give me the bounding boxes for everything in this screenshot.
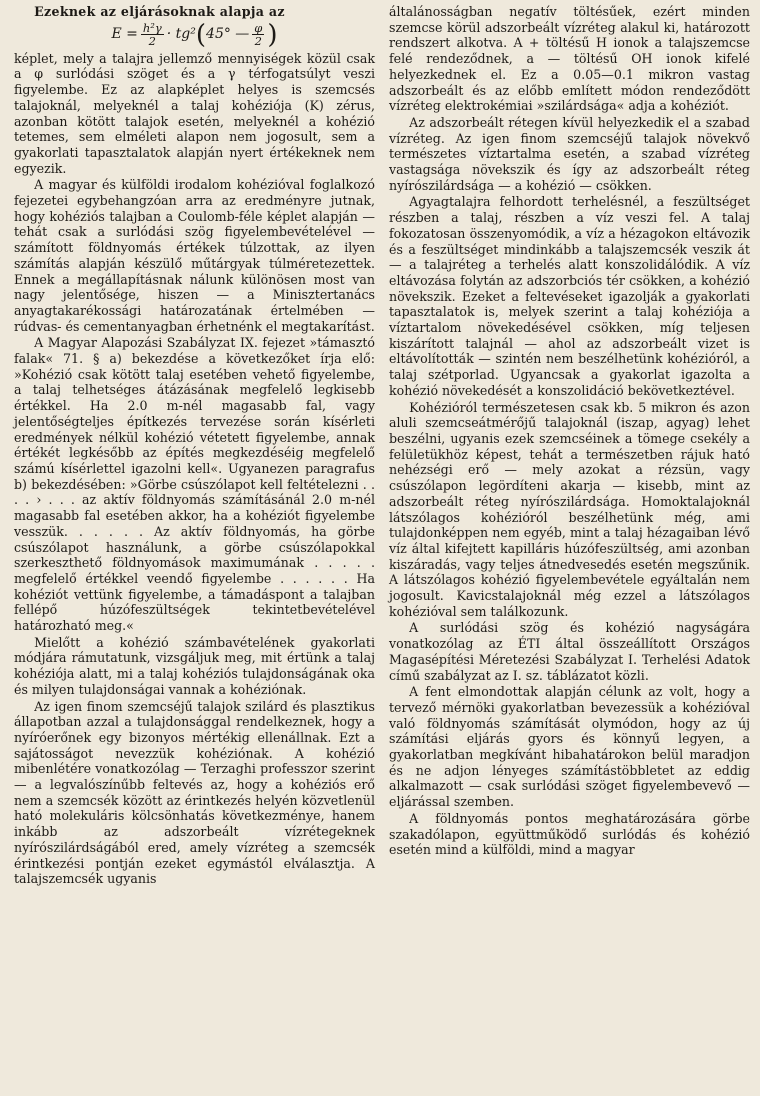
paragraph: A Magyar Alapozási Szabályzat IX. fejezet »támasztó falak« 71. § a) bekezdése a következőket írja elő: »Kohézió csak kötött talaj esetében vehető figyelembe, a talaj telhetséges átázásának megfelelő legkisebb értékkel. Ha 2.0 m-nél magasabb fal, vagy jelentőségteljes építkezés tervezése során kísérleti eredmények nélkül kohézió vétetett figyelembe, annak értékét legkésőbb az építés megkezdéséig megfelelő számú kísérlettel igazolni kell«. Ugyanezen paragrafus b) bekezdésében: »Görbe csúszólapot kell feltételezni . . . . › . . . az aktív földnyomás számításánál 2.0 m-nél magasabb fal esetében akkor, ha a kohéziót figyelembe vesszük. . . . . . Az aktív földnyomás, ha görbe csúszólapot használunk, a görbe csúszólapokkal szerkeszthető földnyomások maximumának . . . . . megfelelő értékkel veendő figyelembe . . . . . . Ha kohéziót vettünk figyelembe, a támadáspont a talajban fellépő húzófeszültségek tekintetbevételével határozható meg.«: [14, 335, 375, 634]
formula-inner: 45° —: [206, 25, 250, 42]
formula-lhs: E =: [111, 25, 138, 42]
formula-close-paren: ): [267, 19, 278, 50]
left-column: [14, 4, 375, 1096]
paragraph: képlet, mely a talajra jellemző mennyiségek közül csak a φ surlódási szöget és a γ térfogatsúlyt veszi figyelembe. Ez az alapképlet helyes is szemcsés talajoknál, melyeknél a talaj kohéziója (K) zérus, azonban kötött talajok esetén, melyeknél a kohézió tetemes, sem elméleti alapon nem jogosult, sem a gyakorlati tapasztalatok alapján nyert értékeknek nem egyezik.: [14, 50, 375, 176]
paragraph: Az adszorbeált rétegen kívül helyezkedik el a szabad vízréteg. Az igen finom szemcséjű talajok növekvő természetes víztartalma esetén, a szabad vízréteg vastagsága növekszik és így az adszorbeált réteg nyírószilárdsága — a kohézió — csökken.: [389, 114, 750, 193]
intro-line: Ezeknek az eljárásoknak alapja az: [34, 4, 285, 19]
paragraph: Mielőtt a kohézió számbavételének gyakorlati módjára rámutatunk, vizsgáljuk meg, mit értünk a talaj kohéziója alatt, mi a talaj kohéziós tulajdonságának oka és milyen tulajdonságai vannak a kohéziónak.: [14, 634, 375, 697]
formula-fraction-2-denominator: 2: [254, 34, 262, 49]
paragraph: Kohézióról természetesen csak kb. 5 mikron és azon aluli szemcseátmérőjű talajoknál (iszap, agyag) lehet beszélni, ugyanis ezek szemcséinek a tömege csekély a felületükhöz képest, tehát a természetben rájuk ható nehézségi erő — mely azokat a rézsün, vagy csúszólapon legördíteni akarja — kisebb, mint az adszorbeált réteg nyírószilárdsága. Homoktalajoknál látszólagos kohézióról beszélhetünk még, ami tulajdonképpen nem egyéb, mint a talaj hézagaiban lévő víz által kifejtett kapilláris húzófeszültség, ami azonban kiszáradás, vagy teljes átnedvesedés esetén megszűnik. A látszólagos kohézió figyelembevétele egyáltalán nem jogosult. Kavicstalajoknál még ezzel a látszólagos kohézióval sem találkozunk.: [389, 399, 750, 619]
formula-fraction-2: [252, 22, 264, 47]
formula-fraction-2-numerator: φ: [254, 21, 263, 36]
paragraph: Agyagtalajra felhordott terhelésnél, a feszültséget részben a talaj, részben a víz veszi fel. A talaj fokozatosan összenyomódik, a víz a hézagokon eltávozik és a feszültséget mindinkább a talajszemcsék veszik át — a talajréteg a terhelés alatt konszolidálódik. A víz eltávozása folytán az adszorbciós tér csökken, a kohézió növekszik. Ezeket a feltevéseket igazolják a gyakorlati tapasztalatok is, melyek szerint a talaj kohéziója a víztartalom növekedésével csökken, míg teljesen kiszárított talajnál — ahol az adszorbeált vizet is eltávolították — szintén nem beszélhetünk kohézióról, a talaj szétporlad. Ugyancsak a gyakorlat igazolta a kohézió növekedését a konszolidáció bekövetkeztével.: [389, 194, 750, 398]
paragraph: A magyar és külföldi irodalom kohézióval foglalkozó fejezetei egybehangzóan arra az eredményre jutnak, hogy kohéziós talajban a Coulomb-féle képlet alapján — tehát csak a surlódási szög figyelembevételével — számított földnyomás értékek túlzottak, az ilyen számítás alapján készülő műtárgyak túlméretezettek. Ennek a megállapításnak nálunk különösen most van nagy jelentősége, hiszen — a Minisztertanács anyagtakarékossági határozatának értelmében — rúdvas- és cementanyagban érhetnénk el megtakarítást.: [14, 177, 375, 334]
formula-open-paren: (: [195, 19, 207, 50]
paragraph: Az igen finom szemcséjű talajok szilárd és plasztikus állapotban azzal a tulajdonsággal rendelkeznek, hogy a nyíróerőnek egy bizonyos mértékig ellenállnak. Ezt a sajátosságot nevezzük kohéziónak. A kohézió mibenlétére vonatkozólag — Terzaghi professzor szerint — a legvalószínűbb feltevés az, hogy a kohéziós erő nem a szemcsék között az érintkezés helyén közvetlenül ható molekuláris kölcsönhatás következménye, hanem inkább az adszorbeált vízrétegeknek nyírószilárdságából ered, amely vízréteg a szemcsék érintkezési pontján ezeket egymástól elválasztja. A talajszemcsék ugyanis: [14, 698, 375, 887]
paragraph: általánosságban negatív töltésűek, ezért minden szemcse körül adszorbeált vízréteg alakul ki, határozott rendszert alkotva. A + töltésű H ionok a talajszemcse felé rendeződnek, a — töltésű OH ionok kifelé helyezkednek el. Ez a 0.05—0.1 mikron vastag adszorbeált és az előbb említett módon rendeződött vízréteg elektrokémiai »szilárdsága« adja a kohéziót.: [389, 4, 750, 114]
formula-fraction-1-denominator: 2: [148, 34, 156, 49]
paragraph: A surlódási szög és kohézió nagyságára vonatkozólag az ÉTI által összeállított Országos Magasépítési Méretezési Szabályzat I. Terhelési Adatok című szabályzat az I. sz. táblázatot közli.: [389, 620, 750, 683]
paragraph: A fent elmondottak alapján célunk az volt, hogy a tervező mérnöki gyakorlatban bevezessük a kohézióval való földnyomás számítását olymódon, hogy az új számítási eljárás gyors és könnyű legyen, a gyakorlatban megkívánt hibahatárokon belül maradjon és ne adjon lényeges számítástöbbletet az eddig alkalmazott — csak surlódási szöget figyelembevevő — eljárással szemben.: [389, 684, 750, 810]
right-column: [389, 4, 750, 1096]
formula-fraction-1-numerator: h²γ: [142, 21, 162, 36]
formula-fraction-1: [141, 22, 164, 47]
formula-tangent: · tg²: [166, 25, 196, 42]
paragraph: A földnyomás pontos meghatározására görbe szakadólapon, együttműködő surlódás és kohézió esetén mind a külföldi, mind a magyar: [389, 810, 750, 858]
earth-pressure-formula: [14, 19, 375, 50]
